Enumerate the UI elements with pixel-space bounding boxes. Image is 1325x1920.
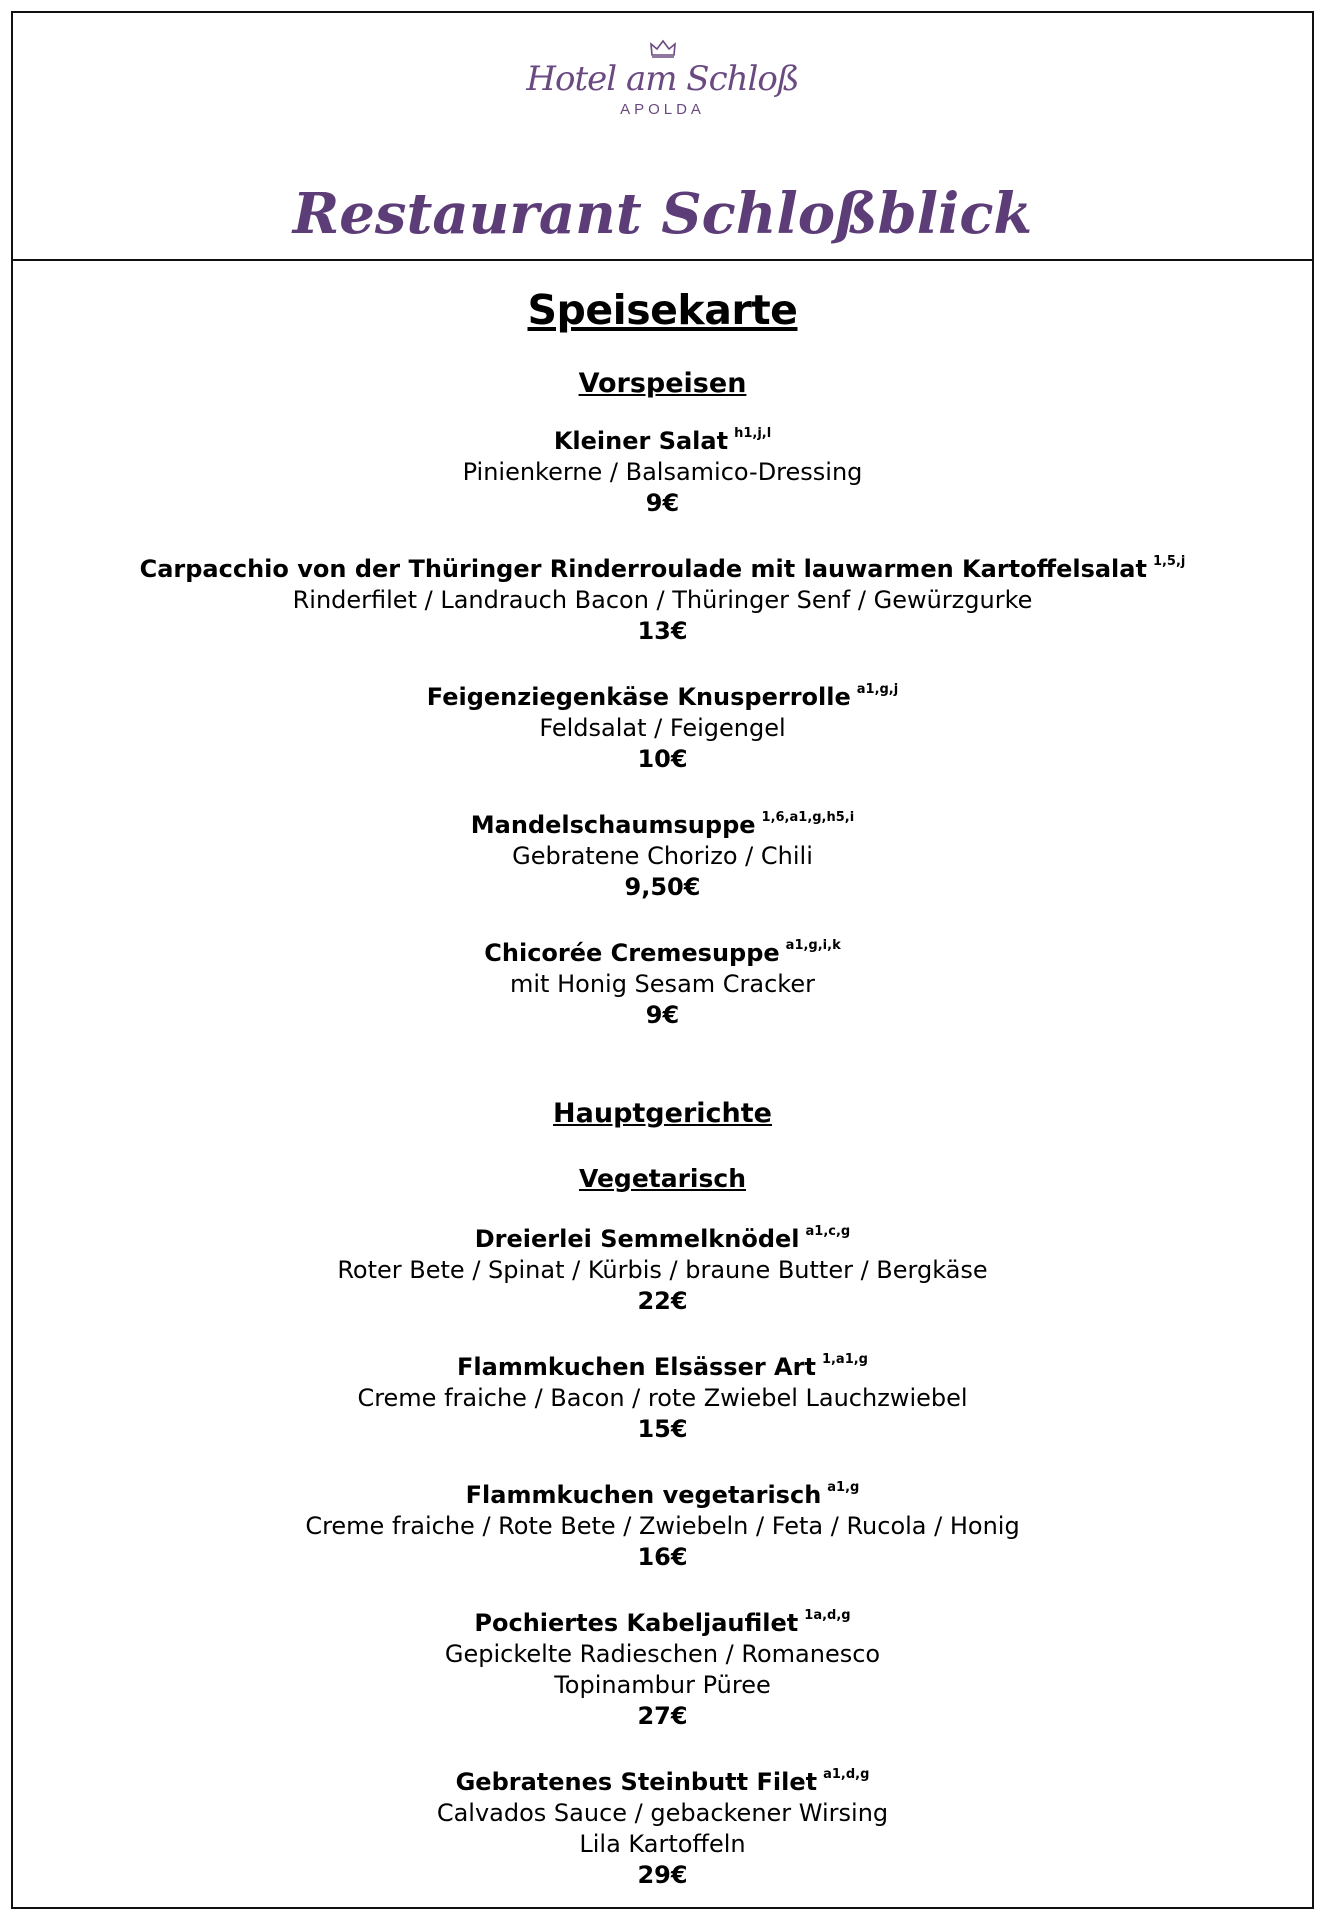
dish-description: Feldsalat / Feigengel	[539, 714, 786, 742]
section-title-vorspeisen: Vorspeisen	[578, 368, 747, 399]
dish-description: Calvados Sauce / gebackener Wirsing	[436, 1799, 889, 1827]
dish-item	[13, 1347, 1312, 1445]
logo-subtitle: APOLDA	[620, 101, 705, 118]
dish-description: Creme fraiche / Rote Bete / Zwiebeln / Feta / Rucola / Honig	[305, 1512, 1020, 1540]
allergen-codes: h1,j,l	[734, 426, 772, 441]
dish-name: Gebratenes Steinbutt Filet $^{a1,d,g}$	[455, 1767, 870, 1796]
dish-description: Rinderfilet / Landrauch Bacon / Thüringer Senf / Gewürzgurke	[292, 586, 1033, 614]
dish-price: 29€	[637, 1861, 688, 1889]
dish-name: Feigenziegenkäse Knusperrolle $^{a1,g,j}$	[426, 682, 899, 711]
dish-name: Carpacchio von der Thüringer Rinderroulade mit lauwarmen Kartoffelsalat $^{1,5,j}$	[139, 554, 1186, 583]
crown-icon	[649, 39, 677, 59]
dish-item	[13, 549, 1312, 647]
dish-price: 22€	[637, 1287, 688, 1315]
menu-title: Speisekarte	[527, 286, 798, 334]
dish-price: 15€	[637, 1415, 688, 1443]
dish-price: 13€	[637, 617, 688, 645]
dish-description: Gepickelte Radieschen / Romanesco	[444, 1640, 881, 1668]
dish-description: Pinienkerne / Balsamico-Dressing	[462, 458, 863, 486]
dish-item	[13, 933, 1312, 1031]
dish-description: mit Honig Sesam Cracker	[510, 970, 815, 998]
dish-name: Chicorée Cremesuppe $^{a1,g,i,k}$	[484, 938, 841, 967]
dish-name: Dreierlei Semmelknödel $^{a1,c,g}$	[474, 1224, 851, 1253]
dish-price: 9€	[645, 1001, 680, 1029]
dish-price: 10€	[637, 745, 688, 773]
restaurant-name: Restaurant Schloßblick	[292, 181, 1033, 247]
dish-item	[13, 805, 1312, 903]
logo-script-text: Hotel am Schloß	[526, 59, 799, 99]
dish-name: Flammkuchen Elsässer Art $^{1,a1,g}$	[457, 1352, 868, 1381]
allergen-codes: 1,a1,g	[821, 1352, 868, 1367]
dish-price: 9€	[645, 489, 680, 517]
dish-description: Gebratene Chorizo / Chili	[512, 842, 813, 870]
dish-name: Pochiertes Kabeljaufilet $^{1a,d,g}$	[474, 1608, 851, 1637]
dish-description-line-2: Topinambur Püree	[554, 1671, 771, 1699]
dish-name: Flammkuchen vegetarisch $^{a1,g}$	[465, 1480, 860, 1509]
dish-item	[13, 677, 1312, 775]
dish-description-line-2: Lila Kartoffeln	[579, 1830, 746, 1858]
hotel-logo	[13, 39, 1312, 118]
dish-item	[13, 1475, 1312, 1573]
allergen-codes: a1,g	[827, 1480, 860, 1495]
subsection-title-vegetarisch: Vegetarisch	[578, 1164, 746, 1193]
allergen-codes: 1,5,j	[1152, 554, 1186, 569]
allergen-codes: a1,g,j	[856, 682, 899, 697]
allergen-codes: a1,g,i,k	[785, 938, 841, 953]
dish-name: Kleiner Salat $^{h1,j,l}$	[553, 426, 772, 455]
dish-name: Mandelschaumsuppe $^{1,6,a1,g,h5,i}$	[470, 810, 855, 839]
allergen-codes: a1,c,g	[805, 1224, 851, 1239]
dish-price: 16€	[637, 1543, 688, 1571]
dish-item	[13, 421, 1312, 519]
allergen-codes: a1,d,g	[823, 1767, 870, 1782]
dish-price: 9,50€	[624, 873, 701, 901]
menu-content	[13, 261, 1312, 1891]
section-title-hauptgerichte: Hauptgerichte	[553, 1098, 772, 1129]
dish-item	[13, 1219, 1312, 1317]
allergen-codes: 1a,d,g	[804, 1608, 851, 1623]
allergen-codes: 1,6,a1,g,h5,i	[761, 810, 855, 825]
menu-page-frame	[11, 11, 1314, 1909]
dish-description: Creme fraiche / Bacon / rote Zwiebel Lauchzwiebel	[357, 1384, 968, 1412]
dish-item	[13, 1762, 1312, 1891]
dish-price: 27€	[637, 1702, 688, 1730]
dish-description: Roter Bete / Spinat / Kürbis / braune Butter / Bergkäse	[337, 1256, 988, 1284]
dish-item	[13, 1603, 1312, 1732]
menu-header	[13, 13, 1312, 261]
